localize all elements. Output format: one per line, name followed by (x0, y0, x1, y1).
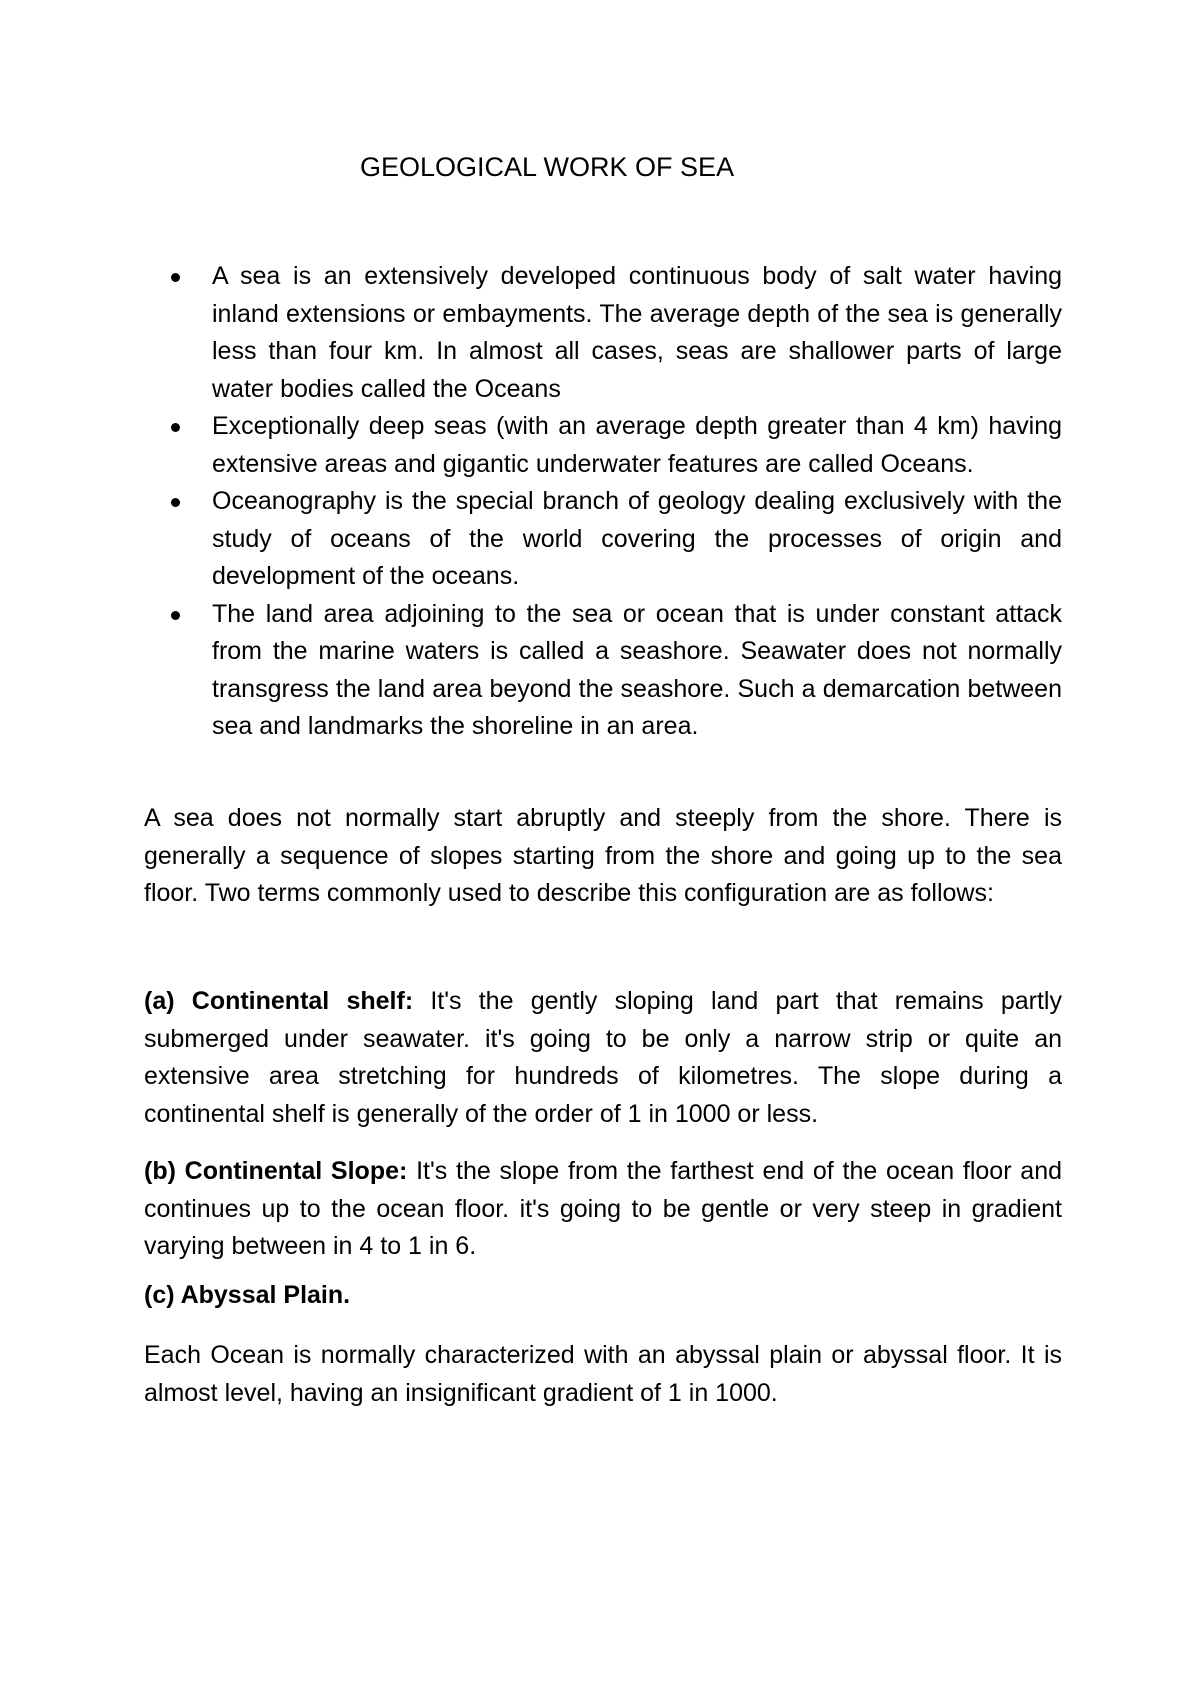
continental-slope-paragraph (144, 1153, 1062, 1266)
bullet-text: A sea is an extensively developed continuous body of salt water having inland extensions or embayments. The average depth of the sea is generally less than four km. In almost all cases, seas are shallower parts of large water bodies called the Oceans (212, 262, 1062, 403)
bullet-text: The land area adjoining to the sea or ocean that is under constant attack from the marine waters is called a seashore. Seawater does not normally transgress the land area beyond the seashore. Such a demarcation between sea and landmarks the shoreline in an area. (212, 599, 1062, 740)
bullet-icon (171, 498, 180, 507)
continental-slope-text: It's the slope from the farthest end of the ocean floor and continues up to the ocean floor. it's going to be gentle or very steep in gradient varying between in 4 to 1 in 6. (144, 1157, 1062, 1260)
continental-shelf-label: (a) Continental shelf: (144, 987, 414, 1015)
intro-paragraph: A sea does not normally start abruptly and steeply from the shore. There is generally a sequence of slopes starting from the shore and going up to the sea floor. Two terms commonly used to describe this configuration are as follows: (144, 804, 1062, 907)
abyssal-plain-paragraph: Each Ocean is normally characterized with an abyssal plain or abyssal floor. It is almost level, having an insignificant gradient of 1 in 1000. (144, 1341, 1062, 1407)
continental-shelf-text: It's the gently sloping land part that remains partly submerged under seawater. it's going to be only a narrow strip or quite an extensive area stretching for hundreds of kilometres. The slope during a continental shelf is generally of the order of 1 in 1000 or less. (144, 987, 1062, 1128)
bullet-icon (171, 423, 180, 432)
bullet-list (144, 258, 1062, 746)
bullet-text: Exceptionally deep seas (with an average depth greater than 4 km) having extensive areas and gigantic underwater features are called Oceans. (212, 412, 1062, 478)
bullet-icon (171, 611, 180, 620)
bullet-item (144, 258, 1062, 408)
bullet-item (144, 408, 1062, 483)
document-title: GEOLOGICAL WORK OF SEA (360, 152, 735, 182)
continental-shelf-paragraph (144, 983, 1062, 1133)
bullet-item (144, 596, 1062, 746)
continental-slope-label: (b) Continental Slope: (144, 1157, 408, 1185)
bullet-icon (171, 273, 180, 282)
bullet-text: Oceanography is the special branch of geology dealing exclusively with the study of oceans of the world covering the processes of origin and development of the oceans. (212, 487, 1062, 590)
bullet-item (144, 483, 1062, 596)
abyssal-plain-heading (144, 1277, 1062, 1315)
abyssal-plain-label: (c) Abyssal Plain. (144, 1281, 351, 1309)
